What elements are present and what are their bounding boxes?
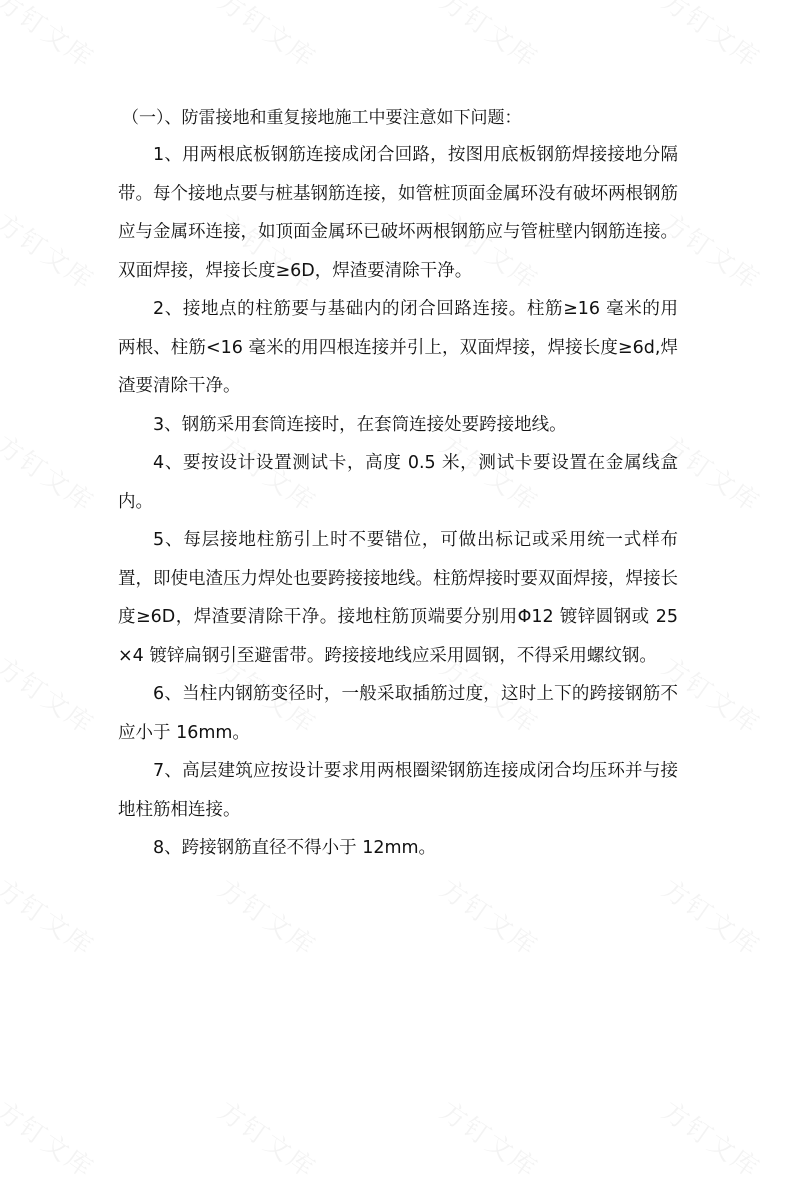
watermark-text	[0, 647, 102, 742]
watermark-text	[0, 0, 102, 76]
watermark-text	[434, 0, 547, 76]
section-heading: （一）、防雷接地和重复接地施工中要注意如下问题：	[122, 108, 522, 128]
document-body	[118, 100, 678, 868]
paragraph-8: 8、跨接钢筋直径不得小于 12mm。	[153, 838, 437, 858]
watermark-text	[434, 1091, 547, 1186]
watermark-text	[0, 425, 102, 520]
watermark-text	[0, 1091, 102, 1186]
watermark-text	[0, 869, 102, 964]
watermark-text	[656, 0, 769, 76]
paragraph-2: 2、接地点的柱筋要与基础内的闭合回路连接。柱筋≥16 毫米的用两根、柱筋<16 毫米的用四根连接并引上，双面焊接，焊接长度≥6d,焊渣要清除干净。	[118, 299, 678, 396]
paragraph-3: 3、钢筋采用套筒连接时，在套筒连接处要跨接地线。	[153, 414, 567, 435]
watermark-text	[434, 869, 547, 964]
watermark-text	[656, 869, 769, 964]
paragraph-7: 7、高层建筑应按设计要求用两根圈梁钢筋连接成闭合均压环并与接地柱筋相连接。	[118, 761, 678, 820]
watermark-text	[656, 1091, 769, 1186]
paragraph-1: 1、用两根底板钢筋连接成闭合回路，按图用底板钢筋焊接接地分隔带。每个接地点要与桩基钢筋连接，如管桩顶面金属环没有破坏两根钢筋应与金属环连接，如顶面金属环已破坏两根钢筋应与管桩壁内钢筋连接。双面焊接，焊接长度≥6D，焊渣要清除干净。	[118, 145, 678, 281]
watermark-text	[212, 869, 325, 964]
paragraph-4: 4、要按设计设置测试卡，高度 0.5 米，测试卡要设置在金属线盒内。	[118, 453, 678, 512]
paragraph-5: 5、每层接地柱筋引上时不要错位，可做出标记或采用统一式样布置，即使电渣压力焊处也要跨接接地线。柱筋焊接时要双面焊接，焊接长度≥6D，焊渣要清除干净。接地柱筋顶端要分别用Φ12 镀锌圆钢或 25×4 镀锌扁钢引至避雷带。跨接接地线应采用圆钢，不得采用螺纹钢。	[118, 530, 678, 666]
watermark-text	[0, 203, 102, 298]
watermark-text	[212, 0, 325, 76]
paragraph-6: 6、当柱内钢筋变径时，一般采取插筋过度，这时上下的跨接钢筋不应小于 16mm。	[118, 684, 678, 743]
watermark-text	[212, 1091, 325, 1186]
